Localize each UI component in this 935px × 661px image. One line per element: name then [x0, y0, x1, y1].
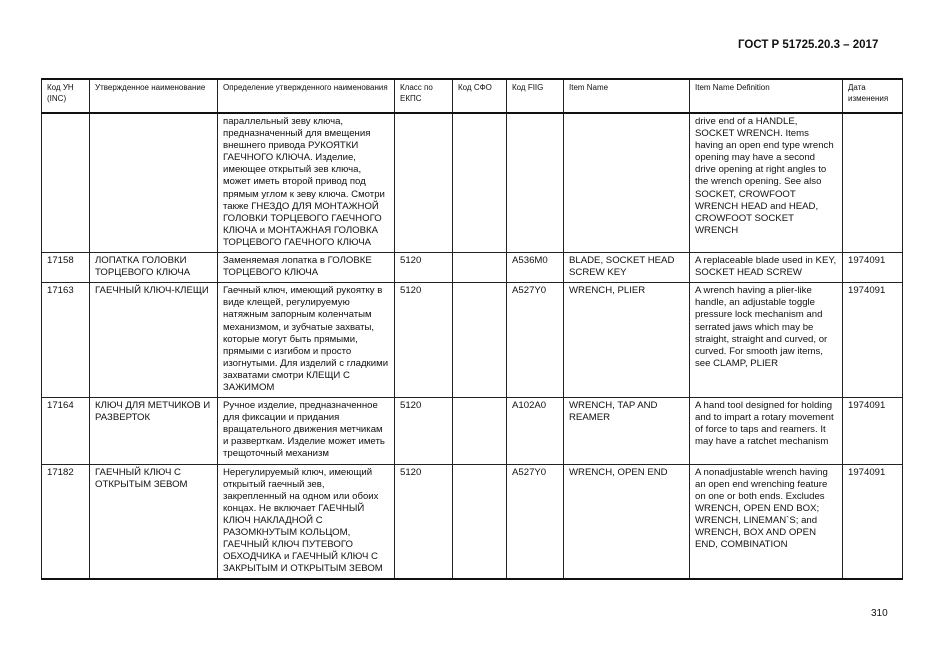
cell-definition: Ручное изделие, предназначенное для фиксации и придания вращательного движения метчикам и разверткам. Изделие может иметь трещоточный механизм [218, 398, 395, 464]
header-sfo: Код СФО [453, 79, 507, 113]
cell-item-name: WRENCH, PLIER [564, 283, 690, 398]
cell-definition: Гаечный ключ, имеющий рукоятку в виде клещей, регулируемую натяжным запорным коленчатым механизмом, и зубчатые захваты, которые могут быть прямыми, прямыми с изгибом и просто изогнутыми. Для изделий с гладкими захватами смотри КЛЕЩИ С ЗАЖИМОМ [218, 283, 395, 398]
cell-date: 1974091 [843, 283, 903, 398]
standard-number: ГОСТ Р 51725.20.3 – 2017 [738, 39, 879, 51]
cell-item-name: BLADE, SOCKET HEAD SCREW KEY [564, 253, 690, 283]
cell-item-definition: A nonadjustable wrench having an open end wrenching feature on one or both ends. Excludes WRENCH, OPEN END BOX; WRENCH, LINEMAN`S; and WRENCH, BOX AND OPEN END, COMBINATION [690, 464, 843, 579]
cell-item-definition: A wrench having a plier-like handle, an adjustable toggle pressure lock mechanism and serrated jaws which may be straight, straight and curved, or curved. For smooth jaw items, see CLAMP, PLIER [690, 283, 843, 398]
cell-approved-name: ГАЕЧНЫЙ КЛЮЧ-КЛЕЩИ [90, 283, 218, 398]
cell-item-definition: A hand tool designed for holding and to impart a rotary movement of force to taps and reamers. It may have a ratchet mechanism [690, 398, 843, 464]
cell-inc: 17158 [42, 253, 90, 283]
cell-sfo [453, 253, 507, 283]
page-number: 310 [871, 608, 888, 619]
header-date: Дата изменения [843, 79, 903, 113]
cell-approved-name: ЛОПАТКА ГОЛОВКИ ТОРЦЕВОГО КЛЮЧА [90, 253, 218, 283]
cell-class [395, 113, 453, 253]
cell-item-name: WRENCH, TAP AND REAMER [564, 398, 690, 464]
table-header [42, 79, 903, 113]
table-row [42, 253, 903, 283]
cell-date: 1974091 [843, 253, 903, 283]
header-approved-name: Утвержденное наименование [90, 79, 218, 113]
cell-definition: Заменяемая лопатка в ГОЛОВКЕ ТОРЦЕВОГО КЛЮЧА [218, 253, 395, 283]
cell-class: 5120 [395, 464, 453, 579]
cell-definition: параллельный зеву ключа, предназначенный для вмещения внешнего привода РУКОЯТКИ ГАЕЧНОГО КЛЮЧА. Изделие, имеющее открытый зев ключа, может иметь второй привод под прямым углом к зеву ключа. Смотри также ГНЕЗДО ДЛЯ МОНТАЖНОЙ ГОЛОВКИ ТОРЦЕВОГО ГАЕЧНОГО КЛЮЧА и МОНТАЖНАЯ ГОЛОВКА ТОРЦЕВОГО ГАЕЧНОГО КЛЮЧА [218, 113, 395, 253]
table-row [42, 464, 903, 579]
cell-item-name [564, 113, 690, 253]
table-row [42, 283, 903, 398]
header-item-definition: Item Name Definition [690, 79, 843, 113]
cell-fiig: A102A0 [507, 398, 564, 464]
cell-fiig: A536M0 [507, 253, 564, 283]
cell-definition: Нерегулируемый ключ, имеющий открытый гаечный зев, закрепленный на одном или обоих концах. Не включает ГАЕЧНЫЙ КЛЮЧ НАКЛАДНОЙ С РАЗОМКНУТЫМ КОЛЬЦОМ, ГАЕЧНЫЙ КЛЮЧ ПУТЕВОГО ОБХОДЧИКА и ГАЕЧНЫЙ КЛЮЧ С ЗАКРЫТЫМ И ОТКРЫТЫМ ЗЕВОМ [218, 464, 395, 579]
cell-class: 5120 [395, 283, 453, 398]
cell-inc: 17182 [42, 464, 90, 579]
cell-approved-name: КЛЮЧ ДЛЯ МЕТЧИКОВ И РАЗВЕРТОК [90, 398, 218, 464]
cell-sfo [453, 113, 507, 253]
header-definition: Определение утвержденного наименования [218, 79, 395, 113]
cell-class: 5120 [395, 253, 453, 283]
header-class: Класс по ЕКПС [395, 79, 453, 113]
cell-fiig: A527Y0 [507, 464, 564, 579]
cell-inc: 17163 [42, 283, 90, 398]
cell-approved-name: ГАЕЧНЫЙ КЛЮЧ С ОТКРЫТЫМ ЗЕВОМ [90, 464, 218, 579]
header-item-name: Item Name [564, 79, 690, 113]
table-row [42, 113, 903, 253]
header-fiig: Код FIIG [507, 79, 564, 113]
cell-fiig [507, 113, 564, 253]
cell-fiig: A527Y0 [507, 283, 564, 398]
cell-sfo [453, 283, 507, 398]
header-row [42, 79, 903, 113]
cell-date [843, 113, 903, 253]
items-table [41, 78, 903, 580]
cell-item-definition: drive end of a HANDLE, SOCKET WRENCH. Items having an open end type wrench opening may have a second drive opening at right angles to the wrench opening. See also SOCKET, CROWFOOT WRENCH HEAD and HEAD, CROWFOOT SOCKET WRENCH [690, 113, 843, 253]
cell-item-name: WRENCH, OPEN END [564, 464, 690, 579]
cell-class: 5120 [395, 398, 453, 464]
cell-date: 1974091 [843, 464, 903, 579]
table-row [42, 398, 903, 464]
cell-inc: 17164 [42, 398, 90, 464]
cell-sfo [453, 398, 507, 464]
cell-sfo [453, 464, 507, 579]
header-inc: Код УН (INC) [42, 79, 90, 113]
cell-item-definition: A replaceable blade used in KEY, SOCKET HEAD SCREW [690, 253, 843, 283]
cell-inc [42, 113, 90, 253]
cell-date: 1974091 [843, 398, 903, 464]
cell-approved-name [90, 113, 218, 253]
